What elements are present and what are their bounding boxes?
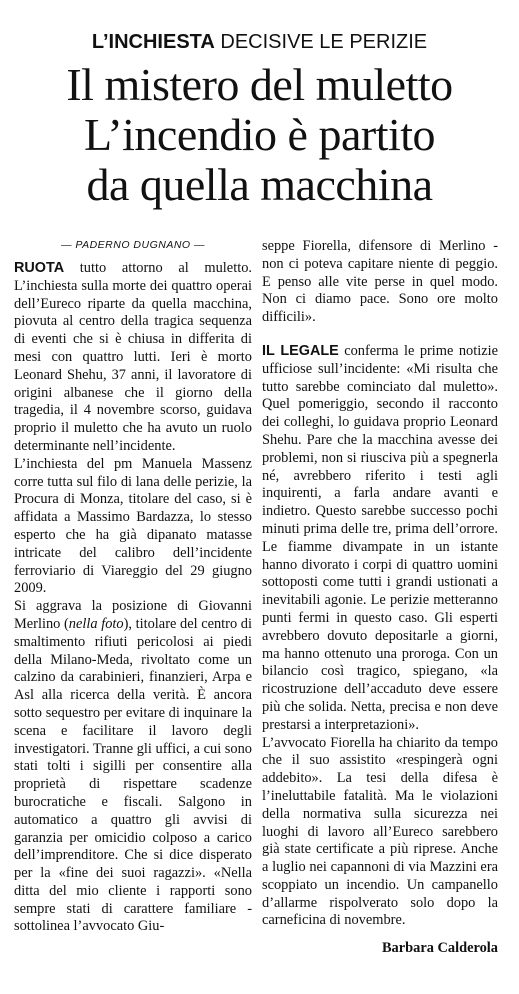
headline-line-3: da quella macchina — [86, 159, 433, 210]
kicker-section: L’INCHIESTA — [91, 31, 215, 53]
lead-word-legale: IL LEGALE — [262, 342, 339, 359]
right-column — [262, 238, 498, 958]
left-column — [14, 238, 252, 936]
headline-line-2: L’incendio è partito — [83, 109, 436, 160]
left-paragraph-1-text: tutto attorno al muletto. L’inchiesta sulla morte dei quattro operai dell’Eureco riparte da quella macchina, piovuta al centro della tragica sequenza di eventi che si è chiusa in differita di mesi con quattro lutti. Ieri è morto Leonard Shehu, 37 anni, il lavoratore di origini albanese che il giorno della tragedia, il 4 novembre scorso, guidava proprio il muletto che ha avuto un ruolo determinante nell’incidente. — [14, 260, 252, 454]
kicker — [0, 30, 519, 54]
left-paragraph-1 — [14, 260, 252, 456]
kicker-topic: DECISIVE LE PERIZIE — [220, 31, 428, 53]
paragraph-gap — [262, 327, 498, 343]
left-paragraph-3-text-a: Si aggrava la posizione di Giovanni Merlino ( — [14, 598, 252, 632]
right-paragraph-2-text: conferma le prime notizie ufficiose sull’incidente: «Mi risulta che tutto sarebbe cominciato dal muletto». Quel pomeriggio, secondo il racconto dei colleghi, lo guidava proprio Leonard Shehu. Pare che la macchina avesse dei problemi, non si riusciva più a spegnerla né, avrebbero riferito i testi agli inquirenti, a farla andare avanti e indietro. Questo sarebbe successo pochi minuti prima delle tre, prima dell’orrore. Le fiamme divampate in un istante hanno divorato i corpi di quattro uomini sottoposti come tutti i grandi ustionati a inevitabili agonie. Le perizie metteranno punti fermi in questo caso. Gli esperti avrebbero dovuto depositarle a giorni, ma hanno ottenuto una proroga. Con un bilancio così tragico, spiegano, «la ricostruzione dell’accaduto deve essere più che solida. Netta, precisa e non deve prestarsi a interpretazioni». — [262, 342, 498, 733]
left-paragraph-3 — [14, 598, 252, 936]
headline-line-1: Il mistero del muletto — [66, 59, 453, 110]
left-paragraph-2: L’inchiesta del pm Manuela Massenz corre tutta sul filo di lana delle perizie, la Procura di Monza, titolare del caso, si è affidata a Massimo Bardazza, lo stesso esperto che ha già dipanato matasse intricate del calibro dell’incidente ferroviario di Viareggio del 29 giugno 2009. — [14, 455, 252, 597]
dateline: — PADERNO DUGNANO — — [60, 239, 206, 251]
author-signature: Barbara Calderola — [381, 940, 498, 957]
right-paragraph-3: L’avvocato Fiorella ha chiarito da tempo che il suo assistito «respingerà ogni addebito». La tesi della difesa è l’ineluttabile fatalità. Ma le violazioni della normativa sulla sicurezza nei luoghi di lavoro all’Eureco sarebbero già state certificate a più riprese. Anche a luglio nei capannoni di via Mazzini era scoppiato un incendio. Un campanello d’allarme rispolverato solo dopo la carneficina di novembre. — [262, 734, 498, 929]
headline — [0, 60, 519, 210]
right-paragraph-2 — [262, 343, 498, 735]
left-paragraph-3-text-b: ), titolare del centro di smaltimento rifiuti pericolosi ai piedi della Milano-Meda, rivoltato come un calzino da carabinieri, finanzieri, Arpa e Asl alla ricerca della verità. È ancora sotto sequestro per evitare di inquinare la scena e facilitare il lavoro degli investigatori. Tranne gli uffici, a cui sono stati tolti i sigilli per consentire alla proprietà di rispettare scadenze burocratiche e fiscali. Salgono in automatico a quattro gli avvisi di garanzia per omicidio colposo a carico dell’imprenditore. Che si dice disperato per la «fine dei suoi ragazzi». «Nella ditta del mio cliente i rapporti sono sempre stati di carattere familiare - sottolinea l’avvocato Giu- — [14, 615, 252, 935]
photo-reference: nella foto — [68, 615, 124, 632]
right-paragraph-1: seppe Fiorella, difensore di Merlino - non ci poteva capitare niente di peggio. E penso alle vite perse in quel modo. Non ci diamo pace. Sono ore molto difficili». — [262, 238, 498, 326]
lead-word: RUOTA — [14, 260, 65, 276]
